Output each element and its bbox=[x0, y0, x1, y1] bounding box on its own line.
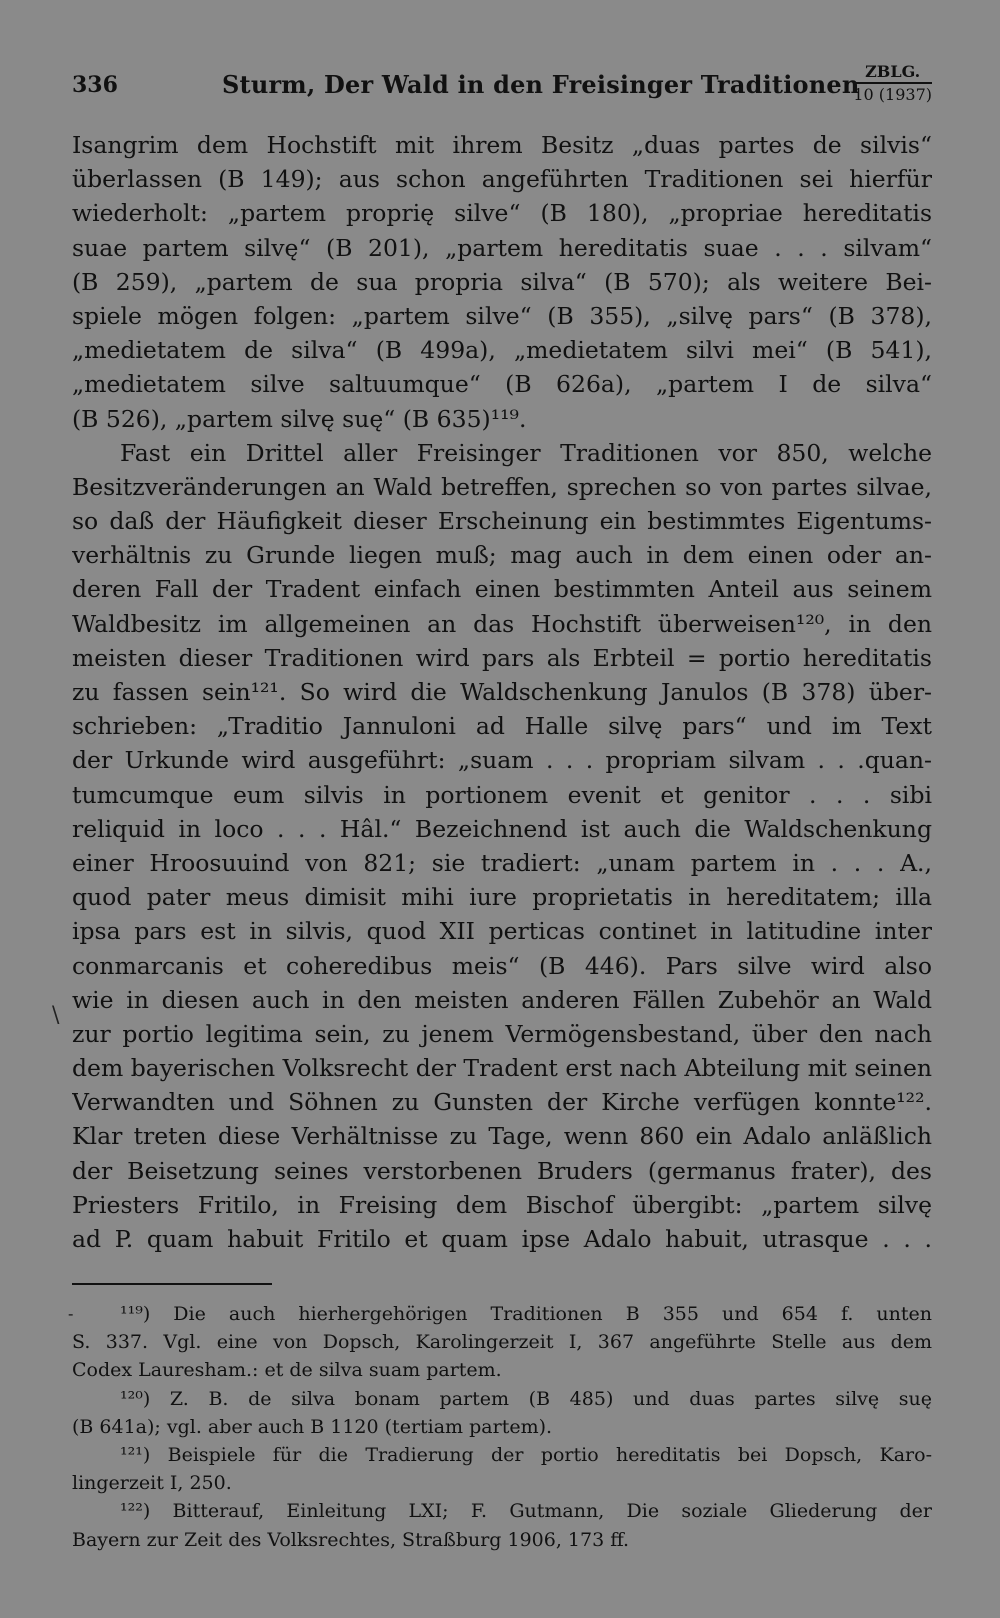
text-line: quod pater meus dimisit mihi iure proprietatis in hereditatem; illa bbox=[72, 883, 932, 912]
footnote-line: Codex Lauresham.: et de silva suam partem. bbox=[72, 1359, 502, 1382]
text-line: (B 259), „partem de sua propria silva“ (B 570); als weitere Bei- bbox=[72, 267, 932, 296]
page-header bbox=[72, 62, 932, 108]
footnotes bbox=[72, 1300, 932, 1554]
page-number: 336 bbox=[72, 72, 118, 98]
text-line: tumcumque eum silvis in portionem evenit et genitor . . . sibi bbox=[72, 780, 932, 809]
journal-volume: 10 (1937) bbox=[853, 82, 932, 105]
text-line: Verwandten und Söhnen zu Gunsten der Kirche verfügen konnte¹²². bbox=[72, 1088, 932, 1117]
text-line: dem bayerischen Volksrecht der Tradent erst nach Abteilung mit seinen bbox=[72, 1054, 932, 1083]
footnote-line: lingerzeit I, 250. bbox=[72, 1472, 232, 1495]
text-line: überlassen (B 149); aus schon angeführten Traditionen sei hierfür bbox=[72, 165, 932, 194]
footnote-line: ¹²²) Bitterauf, Einleitung LXI; F. Gutmann, Die soziale Gliederung der bbox=[120, 1500, 932, 1523]
text-line: einer Hroosuuind von 821; sie tradiert: „unam partem in . . . A., bbox=[72, 848, 932, 877]
footnote-line: S. 337. Vgl. eine von Dopsch, Karolingerzeit I, 367 angeführte Stelle aus dem bbox=[72, 1331, 932, 1354]
text-line: schrieben: „Traditio Jannuloni ad Halle silvę pars“ und im Text bbox=[72, 712, 932, 741]
text-line: Fast ein Drittel aller Freisinger Traditionen vor 850, welche bbox=[120, 438, 932, 467]
text-line: meisten dieser Traditionen wird pars als Erbteil = portio hereditatis bbox=[72, 643, 932, 672]
text-line: spiele mögen folgen: „partem silve“ (B 355), „silvę pars“ (B 378), bbox=[72, 301, 932, 330]
text-line: Klar treten diese Verhältnisse zu Tage, wenn 860 ein Adalo anläßlich bbox=[72, 1122, 932, 1151]
running-title: Sturm, Der Wald in den Freisinger Traditionen bbox=[222, 70, 860, 99]
text-line: „medietatem silve saltuumque“ (B 626a), „partem I de silva“ bbox=[72, 370, 932, 399]
footnote-line: ¹²¹) Beispiele für die Tradierung der portio hereditatis bei Dopsch, Karo- bbox=[120, 1443, 932, 1466]
text-line: der Beisetzung seines verstorbenen Bruders (germanus frater), des bbox=[72, 1156, 932, 1185]
text-line: Priesters Fritilo, in Freising dem Bischof übergibt: „partem silvę bbox=[72, 1190, 932, 1219]
text-line: Besitzveränderungen an Wald betreffen, sprechen so von partes silvae, bbox=[72, 472, 932, 501]
footnote-divider bbox=[72, 1283, 272, 1285]
text-line: Waldbesitz im allgemeinen an das Hochstift überweisen¹²⁰, in den bbox=[72, 609, 932, 638]
text-line: zu fassen sein¹²¹. So wird die Waldschenkung Janulos (B 378) über- bbox=[72, 678, 932, 706]
journal-abbrev: ZBLG. bbox=[865, 62, 921, 81]
text-line: ad P. quam habuit Fritilo et quam ipse Adalo habuit, utrasque . . . bbox=[72, 1225, 932, 1253]
text-line: ipsa pars est in silvis, quod XII perticas continet in latitudine inter bbox=[72, 917, 932, 946]
main-text bbox=[72, 128, 932, 1256]
text-line: suae partem silvę“ (B 201), „partem hereditatis suae . . . silvam“ bbox=[72, 233, 932, 262]
journal-reference bbox=[853, 62, 932, 105]
footnote-line: (B 641a); vgl. aber auch B 1120 (tertiam partem). bbox=[72, 1415, 553, 1438]
dash-mark: - bbox=[68, 1304, 74, 1323]
text-line: reliquid in loco . . . Hâl.“ Bezeichnend ist auch die Waldschenkung bbox=[72, 814, 932, 843]
footnote-line: ¹¹⁹) Die auch hierhergehörigen Traditionen B 355 und 654 f. unten bbox=[120, 1303, 932, 1325]
text-line: verhältnis zu Grunde liegen muß; mag auch in dem einen oder an- bbox=[72, 541, 932, 570]
text-line: der Urkunde wird ausgeführt: „suam . . . propriam silvam . . .quan- bbox=[72, 746, 932, 775]
margin-mark: \ bbox=[52, 1003, 60, 1028]
text-line: zur portio legitima sein, zu jenem Vermögensbestand, über den nach bbox=[72, 1019, 932, 1048]
text-line: „medietatem de silva“ (B 499a), „medietatem silvi mei“ (B 541), bbox=[72, 336, 932, 365]
text-line: (B 526), „partem silvę suę“ (B 635)¹¹⁹. bbox=[72, 404, 527, 433]
text-line: so daß der Häufigkeit dieser Erscheinung ein bestimmtes Eigentums- bbox=[72, 507, 932, 536]
text-line: deren Fall der Tradent einfach einen bestimmten Anteil aus seinem bbox=[72, 575, 932, 604]
text-line: conmarcanis et coheredibus meis“ (B 446). Pars silve wird also bbox=[72, 951, 932, 980]
footnote-line: Bayern zur Zeit des Volksrechtes, Straßburg 1906, 173 ff. bbox=[72, 1528, 630, 1551]
footnote-line: ¹²⁰) Z. B. de silva bonam partem (B 485) und duas partes silvę suę bbox=[120, 1387, 932, 1410]
text-line: Isangrim dem Hochstift mit ihrem Besitz „duas partes de silvis“ bbox=[72, 131, 932, 159]
text-line: wie in diesen auch in den meisten anderen Fällen Zubehör an Wald bbox=[72, 985, 932, 1014]
text-line: wiederholt: „partem proprię silve“ (B 180), „propriae hereditatis bbox=[72, 199, 932, 228]
